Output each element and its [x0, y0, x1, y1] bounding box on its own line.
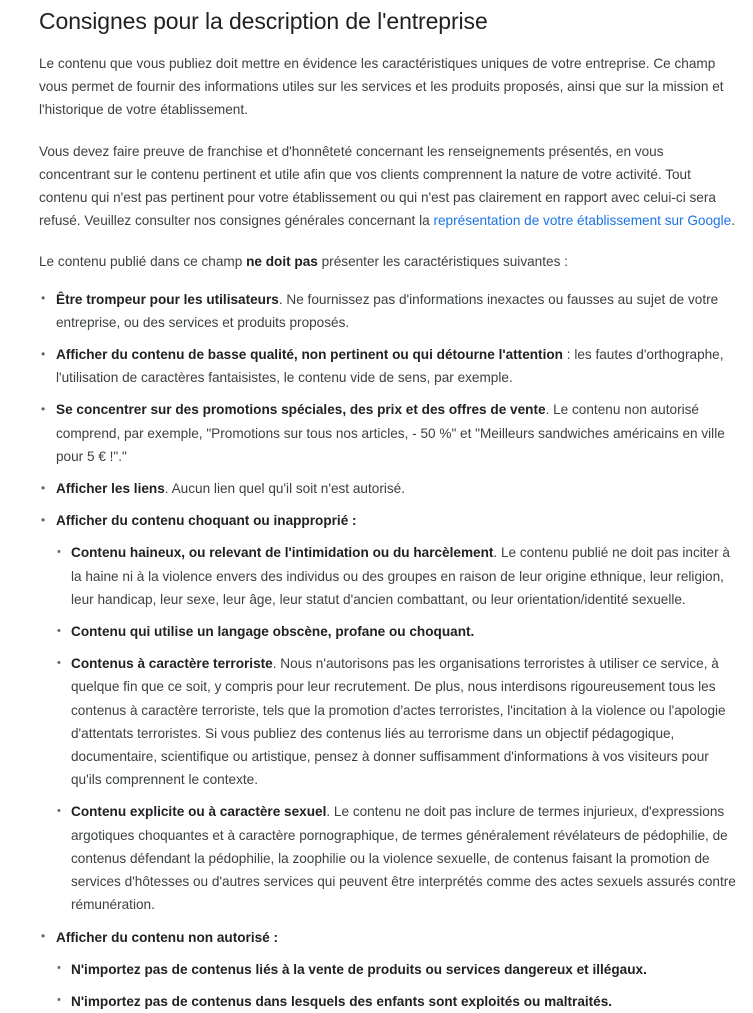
- sub-list-item-lead: Contenu explicite ou à caractère sexuel: [71, 804, 326, 819]
- sub-list-item-text: . Le contenu publié ne doit pas inciter à la haine ni à la violence envers des individus ou des groupes en raison de leur origine ethnique, leur religion, leur handicap, leur sexe, leur âge, leur statut d'ancien combattant, ou leur orientation/identité sexuelle.: [71, 545, 730, 606]
- list-item-lead: Se concentrer sur des promotions spéciales, des prix et des offres de vente: [56, 402, 546, 417]
- list-item: [39, 288, 737, 334]
- sub-list-item: [56, 800, 737, 916]
- sub-list-item: [56, 541, 737, 611]
- intro-paragraph-2-text-before-link: Vous devez faire preuve de franchise et d'honnêteté concernant les renseignements présentés, en vous concentrant sur le contenu pertinent et utile afin que vos clients comprennent la nature de votre activité. Tout contenu qui n'est pas pertinent pour votre établissement ou qui n'est pas clairement en rapport avec celui-ci sera refusé. Veuillez consulter nos consignes générales concernant la: [39, 144, 716, 229]
- sub-list: [56, 541, 737, 916]
- list-item-lead: Afficher du contenu de basse qualité, non pertinent ou qui détourne l'attention: [56, 347, 563, 362]
- sub-list-item: [56, 990, 737, 1013]
- list-item: [39, 926, 737, 1013]
- sub-list-item: [56, 620, 737, 643]
- representation-guidelines-link[interactable]: représentation de votre établissement sur Google: [433, 213, 731, 228]
- list-item-lead: Afficher du contenu choquant ou inapproprié :: [56, 513, 357, 528]
- prohibited-content-list: [39, 288, 737, 1013]
- sub-list-item-lead: N'importez pas de contenus liés à la vente de produits ou services dangereux et illégaux.: [71, 962, 647, 977]
- list-item-text: . Le contenu non autorisé comprend, par exemple, "Promotions sur tous nos articles, - 50 %" et "Meilleurs sandwiches américains en ville pour 5 € !".": [56, 402, 725, 463]
- intro-paragraph-1: [39, 52, 737, 122]
- intro-paragraph-3-emphasis: ne doit pas: [246, 254, 318, 269]
- list-item-text: . Aucun lien quel qu'il soit n'est autorisé.: [165, 481, 405, 496]
- intro-paragraph-1-text: Le contenu que vous publiez doit mettre en évidence les caractéristiques uniques de votre entreprise. Ce champ vous permet de fournir des informations utiles sur les services et les produits proposés, ainsi que sur la mission et l'historique de votre établissement.: [39, 56, 724, 117]
- sub-list-item-lead: Contenu qui utilise un langage obscène, profane ou choquant.: [71, 624, 474, 639]
- list-item-text: . Ne fournissez pas d'informations inexactes ou fausses au sujet de votre entreprise, ou des services et produits proposés.: [56, 292, 718, 330]
- sub-list: [56, 958, 737, 1013]
- list-item: [39, 343, 737, 389]
- intro-paragraph-2: [39, 140, 737, 233]
- intro-paragraph-3-text-after-bold: présenter les caractéristiques suivantes :: [318, 254, 568, 269]
- sub-list-item-text: . Nous n'autorisons pas les organisations terroristes à utiliser ce service, à quelque fin que ce soit, y compris pour leur recrutement. De plus, nous interdisons rigoureusement tous les contenus à caractère terroriste, tels que la promotion d'actes terroristes, l'incitation à la violence ou l'apologie d'attentats terroristes. Si vous publiez des contenus liés au terrorisme dans un objectif pédagogique, documentaire, scientifique ou artistique, pensez à donner suffisamment d'informations à vos visiteurs pour qu'ils comprennent le contexte.: [71, 656, 726, 787]
- intro-paragraph-2-text-after-link: .: [731, 213, 735, 228]
- sub-list-item-text: . Le contenu ne doit pas inclure de termes injurieux, d'expressions argotiques choquantes et à caractère pornographique, de termes généralement révélateurs de pédophilie, de contenus défendant la pédophilie, la zoophilie ou la violence sexuelle, de contenus faisant la promotion de services d'hôtesses ou d'autres services qui peuvent être interprétés comme des actes sexuels assurés contre rémunération.: [71, 804, 736, 912]
- list-item-lead: Être trompeur pour les utilisateurs: [56, 292, 279, 307]
- page-title: Consignes pour la description de l'entreprise: [39, 6, 737, 36]
- sub-list-item-lead: Contenu haineux, ou relevant de l'intimidation ou du harcèlement: [71, 545, 493, 560]
- list-item-lead: Afficher du contenu non autorisé :: [56, 930, 278, 945]
- list-item: [39, 509, 737, 916]
- list-item-lead: Afficher les liens: [56, 481, 165, 496]
- intro-paragraph-3: [39, 250, 737, 273]
- intro-paragraph-3-text-before-bold: Le contenu publié dans ce champ: [39, 254, 246, 269]
- sub-list-item-lead: Contenus à caractère terroriste: [71, 656, 273, 671]
- list-item: [39, 398, 737, 468]
- list-item-text: : les fautes d'orthographe, l'utilisation de caractères fantaisistes, le contenu vide de sens, par exemple.: [56, 347, 724, 385]
- sub-list-item: [56, 652, 737, 791]
- list-item: [39, 477, 737, 500]
- sub-list-item: [56, 958, 737, 981]
- sub-list-item-lead: N'importez pas de contenus dans lesquels des enfants sont exploités ou maltraités.: [71, 994, 612, 1009]
